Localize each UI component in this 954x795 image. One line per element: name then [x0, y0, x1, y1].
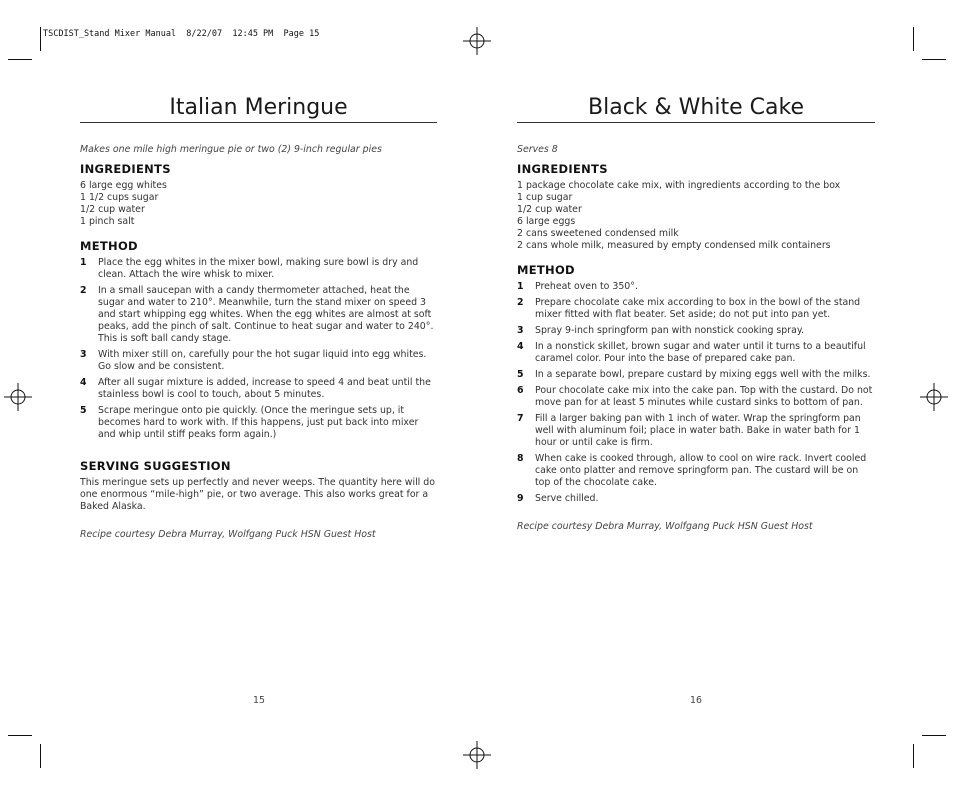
ingredient-item: 1 package chocolate cake mix, with ingredients according to the box [517, 180, 841, 191]
print-slug: TSCDIST_Stand Mixer Manual 8/22/07 12:45 PM Page 15 [43, 29, 320, 39]
ingredient-item: 1 pinch salt [80, 216, 135, 227]
step-number: 3 [517, 325, 524, 336]
method-step [80, 257, 437, 281]
ingredient-item: 1/2 cup water [80, 204, 145, 215]
recipe-yield: Makes one mile high meringue pie or two (2) 9-inch regular pies [80, 144, 382, 155]
step-number: 4 [80, 377, 87, 388]
step-text: With mixer still on, carefully pour the hot sugar liquid into egg whites. Go slow and be consistent. [98, 349, 427, 372]
step-number: 6 [517, 385, 524, 396]
method-steps [517, 281, 875, 505]
step-text: Serve chilled. [535, 493, 599, 504]
step-number: 4 [517, 341, 524, 352]
method-heading: METHOD [80, 239, 138, 253]
step-text: Preheat oven to 350°. [535, 281, 638, 292]
ingredients-heading: INGREDIENTS [517, 162, 608, 176]
crop-mark [913, 27, 914, 51]
method-step [80, 377, 437, 401]
crop-mark [8, 735, 32, 736]
method-steps [80, 257, 437, 441]
method-step [80, 349, 437, 373]
step-number: 5 [517, 369, 524, 380]
step-text: Scrape meringue onto pie quickly. (Once the meringue sets up, it becomes hard to work with. If this happens, just put back into mixer and whip until stiff peaks form again.) [98, 405, 419, 440]
method-step [517, 281, 875, 293]
registration-mark-left [4, 383, 32, 411]
step-number: 8 [517, 453, 524, 464]
recipe-credit: Recipe courtesy Debra Murray, Wolfgang Puck HSN Guest Host [517, 521, 813, 532]
title-rule [517, 122, 875, 123]
ingredients-list [80, 180, 437, 228]
registration-mark-bottom [463, 741, 491, 769]
method-step [517, 493, 875, 505]
recipe-credit: Recipe courtesy Debra Murray, Wolfgang Puck HSN Guest Host [80, 529, 376, 540]
method-step [517, 453, 875, 489]
method-step [517, 385, 875, 409]
page-number-left: 15 [253, 695, 265, 706]
recipe-title: Italian Meringue [169, 95, 348, 120]
method-step [517, 325, 875, 337]
method-step [80, 285, 437, 345]
recipe-title: Black & White Cake [588, 95, 804, 120]
recipe-yield: Serves 8 [517, 144, 558, 155]
crop-mark [8, 59, 32, 60]
step-number: 7 [517, 413, 524, 424]
ingredients-heading: INGREDIENTS [80, 162, 171, 176]
step-text: After all sugar mixture is added, increase to speed 4 and beat until the stainless bowl is cool to touch, about 5 minutes. [98, 377, 431, 400]
method-step [517, 297, 875, 321]
ingredient-item: 6 large egg whites [80, 180, 167, 191]
step-number: 2 [80, 285, 87, 296]
crop-mark [922, 735, 946, 736]
step-text: When cake is cooked through, allow to cool on wire rack. Invert cooled cake onto platter and remove springform pan. The custard will be on top of the chocolate cake. [535, 453, 867, 488]
step-number: 1 [517, 281, 524, 292]
crop-mark [40, 27, 41, 51]
step-number: 2 [517, 297, 524, 308]
ingredient-item: 2 cans sweetened condensed milk [517, 228, 679, 239]
registration-mark-top [463, 27, 491, 55]
ingredient-item: 1/2 cup water [517, 204, 582, 215]
ingredient-item: 6 large eggs [517, 216, 576, 227]
ingredient-item: 2 cans whole milk, measured by empty condensed milk containers [517, 240, 831, 251]
method-heading: METHOD [517, 263, 575, 277]
crop-mark [913, 744, 914, 768]
method-step [517, 413, 875, 449]
serving-heading: SERVING SUGGESTION [80, 459, 231, 473]
step-text: In a nonstick skillet, brown sugar and water until it turns to a beautiful caramel color. Pour into the base of prepared cake pan. [535, 341, 866, 364]
crop-mark [922, 59, 946, 60]
serving-text: This meringue sets up perfectly and never weeps. The quantity here will do one enormous “mile-high” pie, or two average. This also works great for a Baked Alaska. [80, 477, 435, 512]
step-text: Fill a larger baking pan with 1 inch of water. Wrap the springform pan well with aluminum foil; place in water bath. Bake in water bath for 1 hour or until cake is firm. [535, 413, 861, 448]
step-text: In a separate bowl, prepare custard by mixing eggs well with the milks. [535, 369, 871, 380]
page-left [80, 94, 437, 541]
method-step [517, 341, 875, 365]
page-number-right: 16 [690, 695, 702, 706]
step-text: Prepare chocolate cake mix according to box in the bowl of the stand mixer fitted with flat beater. Set aside; do not put into pan yet. [535, 297, 861, 320]
step-number: 9 [517, 493, 524, 504]
ingredient-item: 1 1/2 cups sugar [80, 192, 159, 203]
step-number: 3 [80, 349, 87, 360]
step-text: Pour chocolate cake mix into the cake pan. Top with the custard. Do not move pan for at least 5 minutes while custard sinks to bottom of pan. [535, 385, 873, 408]
step-number: 5 [80, 405, 87, 416]
ingredients-list [517, 180, 875, 252]
title-rule [80, 122, 437, 123]
step-number: 1 [80, 257, 87, 268]
step-text: In a small saucepan with a candy thermometer attached, heat the sugar and water to 210°. Meanwhile, turn the stand mixer on speed 3 and start whipping egg whites. When the egg whites are almost at soft peaks, add the pinch of salt. Continue to heat sugar and water to 240°. This is soft ball candy stage. [98, 285, 434, 344]
crop-mark [40, 744, 41, 768]
ingredient-item: 1 cup sugar [517, 192, 573, 203]
registration-mark-right [920, 383, 948, 411]
page-right [517, 94, 875, 533]
method-step [517, 369, 875, 381]
step-text: Spray 9-inch springform pan with nonstick cooking spray. [535, 325, 805, 336]
step-text: Place the egg whites in the mixer bowl, making sure bowl is dry and clean. Attach the wire whisk to mixer. [98, 257, 419, 280]
method-step [80, 405, 437, 441]
